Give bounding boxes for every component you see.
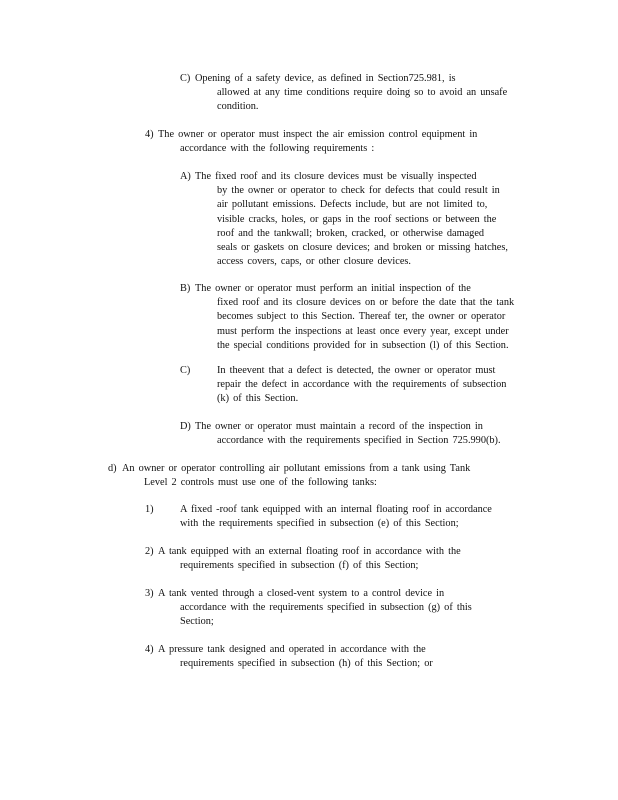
paragraph-line: access covers, caps, or other closure devices.	[217, 256, 411, 268]
paragraph-label: 3)	[145, 588, 154, 599]
paragraph-line: A fixed -roof tank equipped with an internal floating roof in accordance	[180, 504, 492, 515]
paragraph-line: air pollutant emissions. Defects include, but are not limited to,	[217, 199, 488, 211]
paragraph-c-defect	[180, 364, 506, 407]
paragraph-label: D)	[180, 421, 191, 432]
paragraph-line: requirements specified in subsection (f) of this Section;	[180, 560, 419, 572]
paragraph-line: Section;	[180, 616, 214, 628]
paragraph-label: C)	[180, 365, 191, 376]
paragraph-line: the special conditions provided for in subsection (l) of this Section.	[217, 339, 509, 351]
paragraph-line: repair the defect in accordance with the requirements of subsection	[217, 379, 507, 391]
paragraph-line: fixed roof and its closure devices on or before the date that the tank	[217, 297, 515, 309]
paragraph-line: Opening of a safety device, as defined in Section725.981, is	[195, 73, 456, 84]
paragraph-b-initial-inspection	[180, 282, 514, 353]
paragraph-label: 2)	[145, 546, 154, 557]
paragraph-label: B)	[180, 283, 191, 294]
paragraph-line: becomes subject to this Section. Thereaf ter, the owner or operator	[217, 311, 506, 323]
paragraph-label: C)	[180, 73, 191, 84]
paragraph-line: condition.	[217, 101, 259, 113]
paragraph-label: 4)	[145, 644, 154, 655]
paragraph-line: visible cracks, holes, or gaps in the roof sections or between the	[217, 213, 497, 225]
paragraph-line: The owner or operator must maintain a record of the inspection in	[195, 421, 483, 432]
paragraph-label: d)	[108, 463, 117, 474]
paragraph-line: The owner or operator must perform an initial inspection of the	[195, 283, 471, 294]
paragraph-line: A pressure tank designed and operated in accordance with the	[158, 644, 426, 655]
paragraph-label: A)	[180, 171, 191, 182]
paragraph-4-inspect	[145, 128, 477, 156]
paragraph-line: must perform the inspections at least once every year, except under	[217, 325, 509, 337]
paragraph-line: accordance with the following requirements :	[180, 143, 375, 155]
paragraph-line: A tank vented through a closed-vent system to a control device in	[158, 588, 445, 599]
paragraph-a-visual-inspection	[180, 170, 508, 269]
paragraph-line: with the requirements specified in subsection (e) of this Section;	[180, 518, 459, 530]
paragraph-label: 4)	[145, 129, 154, 140]
paragraph-line: accordance with the requirements specified in Section 725.990(b).	[217, 435, 501, 447]
paragraph-line: The fixed roof and its closure devices must be visually inspected	[195, 171, 477, 182]
paragraph-line: roof and the tankwall; broken, cracked, or otherwise damaged	[217, 227, 485, 239]
paragraph-line: A tank equipped with an external floating roof in accordance with the	[158, 546, 461, 557]
paragraph-c-opening	[180, 72, 507, 115]
paragraph-line: Level 2 controls must use one of the following tanks:	[144, 477, 377, 489]
paragraph-line: accordance with the requirements specified in subsection (g) of this	[180, 602, 472, 614]
paragraph-3-closed-vent	[145, 587, 472, 630]
paragraph-d-level-2	[108, 462, 470, 490]
paragraph-label: 1)	[145, 504, 154, 515]
paragraph-line: (k) of this Section.	[217, 393, 299, 405]
paragraph-line: seals or gaskets on closure devices; and broken or missing hatches,	[217, 242, 508, 254]
paragraph-line: In theevent that a defect is detected, the owner or operator must	[217, 365, 496, 376]
paragraph-1-fixed-roof-tank	[145, 503, 492, 531]
paragraph-line: by the owner or operator to check for defects that could result in	[217, 185, 500, 197]
paragraph-line: requirements specified in subsection (h) of this Section; or	[180, 658, 433, 670]
paragraph-2-external-floating-roof	[145, 545, 461, 573]
paragraph-line: allowed at any time conditions require doing so to avoid an unsafe	[217, 87, 508, 99]
paragraph-line: An owner or operator controlling air pollutant emissions from a tank using Tank	[122, 463, 471, 474]
paragraph-d-record	[180, 420, 501, 448]
paragraph-line: The owner or operator must inspect the air emission control equipment in	[158, 129, 478, 140]
paragraph-4-pressure-tank	[145, 643, 433, 671]
